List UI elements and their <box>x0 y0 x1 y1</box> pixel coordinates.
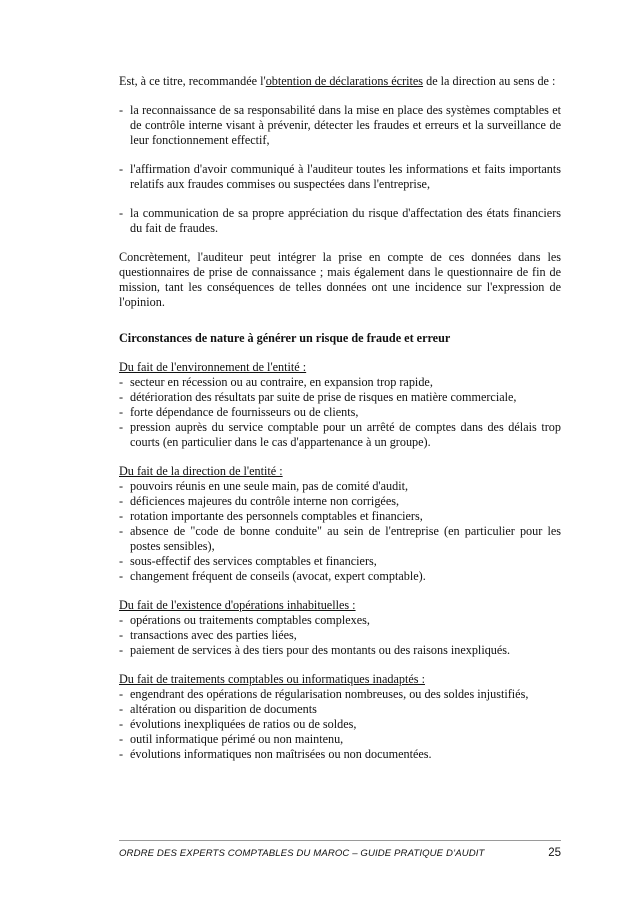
declaration-text: la communication de sa propre appréciation du risque d'affectation des états financiers du fait de fraudes. <box>130 206 561 235</box>
declaration-item <box>119 162 561 192</box>
list-item <box>119 732 561 747</box>
bullet-dash: - <box>119 613 124 627</box>
list-item-text: pression auprès du service comptable pour un arrêté de comptes dans des délais trop courts (en particulier dans le cas d'appartenance à un groupe). <box>130 420 561 449</box>
list-item-text: outil informatique périmé ou non maintenu, <box>130 732 344 746</box>
list-item-text: altération ou disparition de documents <box>130 702 317 716</box>
bullet-dash: - <box>119 390 124 404</box>
list-item <box>119 643 561 658</box>
list-item <box>119 420 561 450</box>
concretement-paragraph: Concrètement, l'auditeur peut intégrer la prise en compte de ces données dans les questionnaires de prise de connaissance ; mais également dans le questionnaire de fin de mission, tant les conséquences de telles données ont une incidence sur l'expression de l'opinion. <box>119 250 561 309</box>
list-item <box>119 390 561 405</box>
bullet-dash: - <box>119 554 124 568</box>
intro-paragraph <box>119 74 561 89</box>
declaration-text: l'affirmation d'avoir communiqué à l'auditeur toutes les informations et faits importants relatifs aux fraudes commises ou suspectées dans l'entreprise, <box>130 162 561 191</box>
group-title: Du fait de traitements comptables ou informatiques inadaptés : <box>119 672 425 686</box>
list-item-text: paiement de services à des tiers pour des montants ou des raisons inexpliqués. <box>130 643 511 657</box>
bullet-dash: - <box>119 687 124 701</box>
list-item <box>119 494 561 509</box>
list-item <box>119 628 561 643</box>
list-item-text: opérations ou traitements comptables complexes, <box>130 613 370 627</box>
list-item <box>119 569 561 584</box>
intro-text-after: de la direction au sens de : <box>423 74 556 88</box>
bullet-dash: - <box>119 479 124 493</box>
document-page <box>119 74 561 762</box>
list-item <box>119 524 561 554</box>
bullet-dash: - <box>119 162 124 176</box>
list-item <box>119 509 561 524</box>
page-number: 25 <box>548 847 561 859</box>
risk-list <box>119 613 561 658</box>
section-heading: Circonstances de nature à générer un risque de fraude et erreur <box>119 331 451 345</box>
bullet-dash: - <box>119 509 124 523</box>
intro-text-before: Est, à ce titre, recommandée l' <box>119 74 266 88</box>
list-item <box>119 717 561 732</box>
list-item-text: déficiences majeures du contrôle interne non corrigées, <box>130 494 400 508</box>
bullet-dash: - <box>119 420 124 434</box>
list-item-text: évolutions informatiques non maîtrisées ou non documentées. <box>130 747 432 761</box>
bullet-dash: - <box>119 732 124 746</box>
bullet-dash: - <box>119 643 124 657</box>
risk-group-operations <box>119 598 561 658</box>
list-item-text: transactions avec des parties liées, <box>130 628 297 642</box>
list-item-text: changement fréquent de conseils (avocat, expert comptable). <box>130 569 426 583</box>
list-item-text: détérioration des résultats par suite de prise de risques en matière commerciale, <box>130 390 517 404</box>
declaration-item <box>119 206 561 236</box>
risk-group-traitements <box>119 672 561 762</box>
bullet-dash: - <box>119 206 124 220</box>
declaration-item <box>119 103 561 148</box>
list-item <box>119 479 561 494</box>
bullet-dash: - <box>119 747 124 761</box>
list-item <box>119 702 561 717</box>
bullet-dash: - <box>119 103 124 117</box>
list-item-text: pouvoirs réunis en une seule main, pas de comité d'audit, <box>130 479 409 493</box>
group-title: Du fait de l'existence d'opérations inhabituelles : <box>119 598 356 612</box>
list-item-text: évolutions inexpliquées de ratios ou de soldes, <box>130 717 357 731</box>
list-item-text: rotation importante des personnels comptables et financiers, <box>130 509 423 523</box>
group-title: Du fait de la direction de l'entité : <box>119 464 283 478</box>
risk-list <box>119 687 561 762</box>
bullet-dash: - <box>119 494 124 508</box>
list-item <box>119 405 561 420</box>
group-title: Du fait de l'environnement de l'entité : <box>119 360 307 374</box>
bullet-dash: - <box>119 405 124 419</box>
list-item <box>119 747 561 762</box>
list-item <box>119 375 561 390</box>
bullet-dash: - <box>119 628 124 642</box>
list-item-text: sous-effectif des services comptables et financiers, <box>130 554 377 568</box>
list-item-text: forte dépendance de fournisseurs ou de clients, <box>130 405 359 419</box>
list-item-text: secteur en récession ou au contraire, en expansion trop rapide, <box>130 375 433 389</box>
list-item <box>119 687 561 702</box>
list-item <box>119 613 561 628</box>
declaration-text: la reconnaissance de sa responsabilité dans la mise en place des systèmes comptables et de contrôle interne visant à prévenir, détecter les fraudes et erreurs et la surveillance de leur fonctionnement effectif, <box>130 103 561 147</box>
bullet-dash: - <box>119 717 124 731</box>
bullet-dash: - <box>119 524 124 538</box>
list-item <box>119 554 561 569</box>
footer-text: ORDRE DES EXPERTS COMPTABLES DU MAROC – GUIDE PRATIQUE D’AUDIT <box>119 848 485 859</box>
footer-divider <box>119 840 561 841</box>
bullet-dash: - <box>119 702 124 716</box>
risk-group-direction <box>119 464 561 584</box>
risk-group-environment <box>119 360 561 450</box>
page-footer <box>119 840 561 859</box>
intro-underlined-text: obtention de déclarations écrites <box>265 74 424 88</box>
list-item-text: engendrant des opérations de régularisation nombreuses, ou des soldes injustifiés, <box>130 687 529 701</box>
bullet-dash: - <box>119 375 124 389</box>
bullet-dash: - <box>119 569 124 583</box>
risk-list <box>119 479 561 584</box>
risk-list <box>119 375 561 450</box>
list-item-text: absence de "code de bonne conduite" au sein de l'entreprise (en particulier pour les postes sensibles), <box>130 524 561 553</box>
